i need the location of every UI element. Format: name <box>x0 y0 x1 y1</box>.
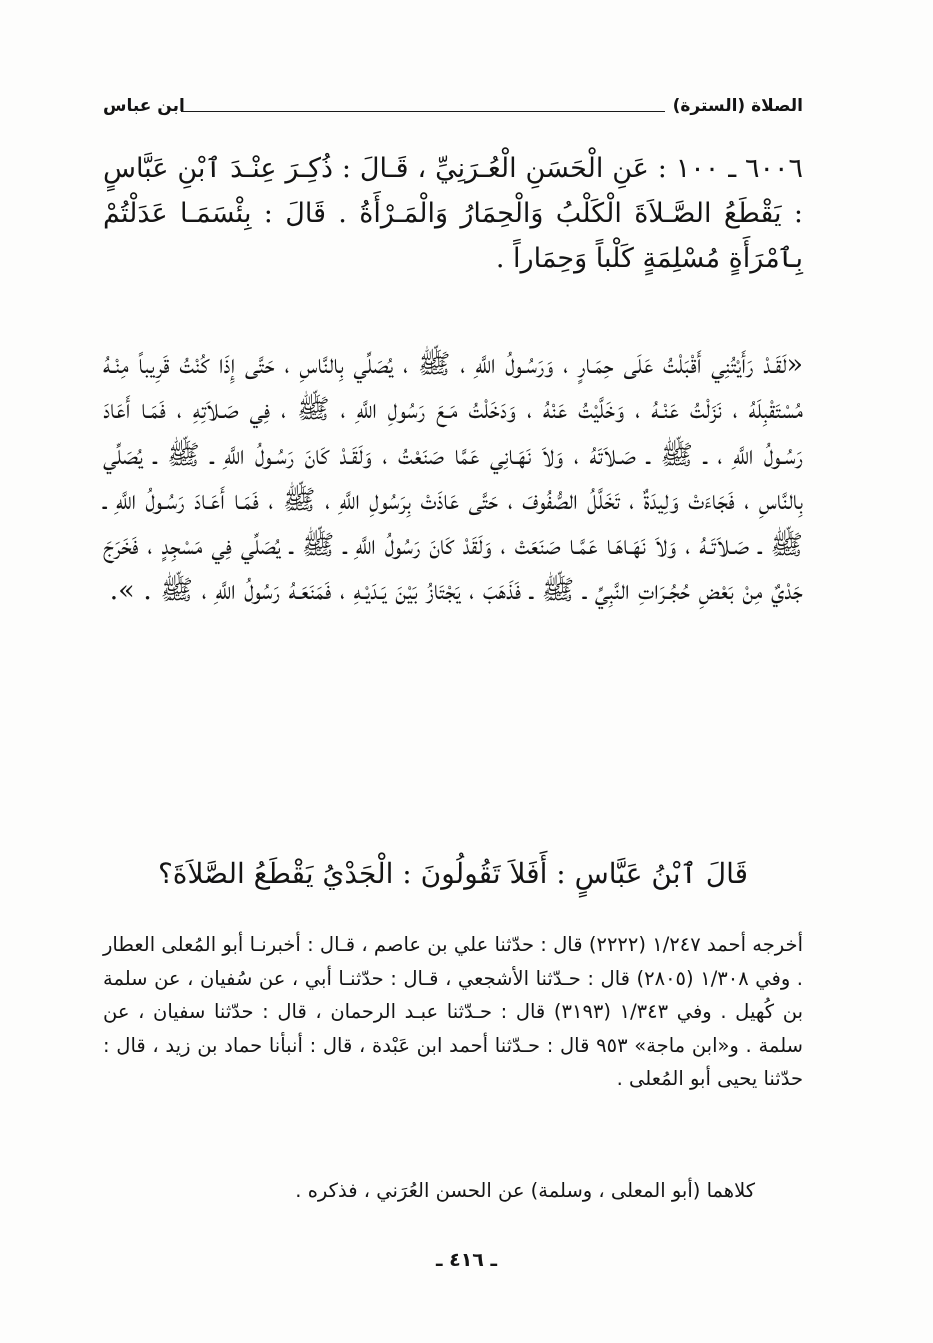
chain-summary-note: كلاهما (أبو المعلى ، وسلمة) عن الحسن العُرَني ، فذكره . <box>295 1179 755 1202</box>
header-chapter-title: الصلاة (السترة) <box>672 96 803 116</box>
page-number: ـ ٤١٦ ـ <box>435 1249 497 1271</box>
header-rule <box>181 111 665 112</box>
header-companion-name: ابن عباس <box>103 96 185 116</box>
running-header <box>103 94 803 122</box>
hadith-paragraph: ٦٠٠٦ ـ ١٠٠ : عَنِ الْحَسَنِ الْعُـرَنِيِّ ، قَـالَ : ذُكِـرَ عِنْـدَ ٱبْنِ عَبَّاسٍ : يَقْطَعُ الصَّـلاَةَ الْكَلْبُ وَالْحِمَارُ وَالْمَـرْأَةُ . قَالَ : بِئْسَمَـا عَدَلْتُمْ بِٱمْرَأَةٍ مُسْلِمَةٍ كَلْباً وَحِمَاراً . <box>103 153 804 274</box>
ibn-abbas-statement: قَالَ ٱبْنُ عَبَّاسٍ : أَفَلاَ تَقُولُونَ : الْجَدْيُ يَقْطَعُ الصَّلاَةَ؟ <box>157 857 749 890</box>
takhrij-paragraph: أخرجه أحمد ١/٢٤٧ (٢٢٢٢) قال : حدّثنا علي بن عاصم ، قـال : أخبرنـا أبو المُعلى العطار . وفي ١/٣٠٨ (٢٨٠٥) قال : حـدّثنا الأشجعي ، قـال : حدّثنـا أبي ، عن سُفيان ، عن سلمة بن كُهيل . وفي ١/٣٤٣ (٣١٩٣) قال : حـدّثنا عبـد الرحمان ، قال : حدّثنا سفيان ، عن سلمة . و«ابن ماجة» ٩٥٣ قال : حـدّثنا أحمد ابن عَبْدة ، قال : أنبأنا حماد بن زيد ، قال : حدّثنا يحيى أبو المُعلى . <box>103 933 804 1090</box>
quoted-narration: «لَقَـدْ رَأَيْتُنِي أَقْبَلْتُ عَلَى حِمَـارٍ ، وَرَسُـولُ اللَّهِ ، ﷺ ، يُصَلِّي بِالنَّاسِ ، حَتَّى إِذَا كُنْتُ قَرِيباً مِنْـهُ مُسْتَقْبِلَهُ ، نَزَلْتُ عَنْـهُ ، وَخَلَّيْتُ عَنْهُ ، وَدَخَلْتُ مَـعَ رَسُولِ اللَّهِ ، ﷺ ، فِي صَـلاَتِهِ ، فَمَـا أَعَادَ رَسُـولُ اللَّهِ ، ـ ﷺ ـ صَـلاَتَهُ ، وَلاَ نَهَـانِي عَمَّا صَنَعْتُ ، وَلَقَـدْ كَانَ رَسُـولُ اللَّهِ ـ ﷺ ـ يُصَلِّي بِالنَّاسِ ، فَجَاءَتْ وَلِيدَةٌ ، تَخَلَّلُ الصُّفُوفَ ، حَتَّى عَاذَتْ بِرَسُولِ اللَّهِ ، ﷺ ، فَمَـا أَعَـادَ رَسُـولُ اللَّهِ ـ ﷺ ـ صَـلاَتَـهُ ، وَلاَ نَهَـاهَـا عَمَّـا صَنَعَتْ ، وَلَقَدْ كَانَ رَسُولُ اللَّهِ ـ ﷺ ـ يُصَلِّي فِي مَسْجِدٍ ، فَخَرَجَ جَدْيٌ مِنْ بَعْضِ حُجُـرَاتِ النَّبِيِّ ـ ﷺ ـ فَذَهَبَ ، يَجْتَازُ بَيْنَ يَـدَيْـهِ ، فَمَنَعَـهُ رَسُولُ اللَّهِ ، ﷺ . ». <box>103 349 803 607</box>
